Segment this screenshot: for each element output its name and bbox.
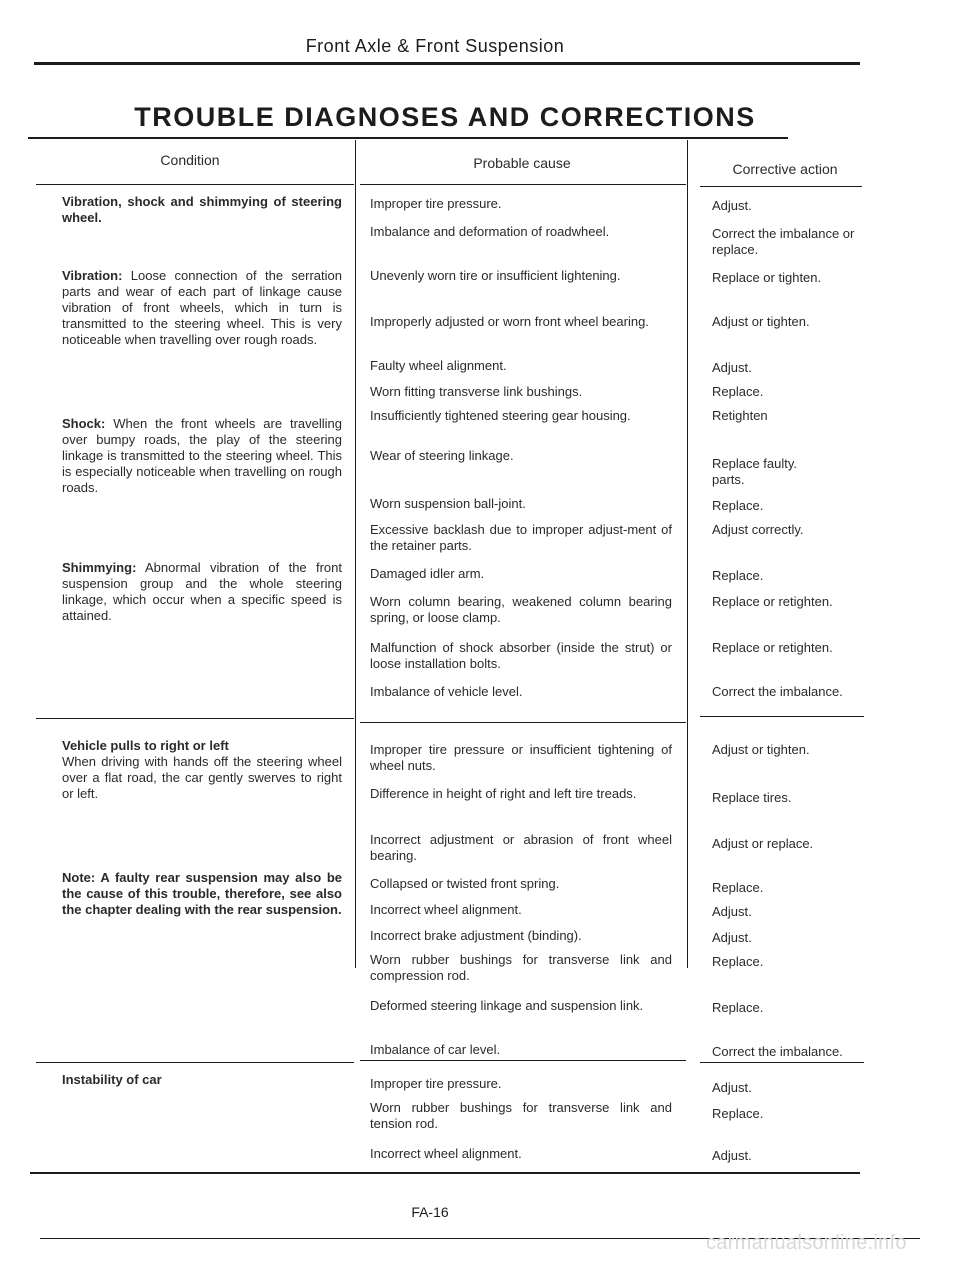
column-separator-right — [687, 140, 688, 968]
running-header: Front Axle & Front Suspension — [305, 36, 565, 56]
action-item: Replace or retighten. — [712, 594, 833, 609]
cause-item: Insufficiently tightened steering gear housing. — [370, 408, 631, 423]
page-number: FA-16 — [411, 1204, 449, 1220]
action-item: Adjust. — [712, 1080, 752, 1095]
group-divider — [700, 1062, 864, 1063]
action-item: Retighten — [712, 408, 768, 423]
cause-item: Imbalance of vehicle level. — [370, 684, 523, 699]
cause-item: Faulty wheel alignment. — [370, 358, 507, 373]
condition-paragraph — [62, 416, 342, 496]
action-item: Replace or retighten. — [712, 640, 833, 655]
cause-item: Incorrect adjustment or abrasion of front wheel bearing. — [370, 832, 672, 863]
cause-item: Collapsed or twisted front spring. — [370, 876, 560, 891]
header-divider-condition — [36, 184, 354, 185]
page-title: TROUBLE DIAGNOSES AND CORRECTIONS — [134, 102, 756, 132]
action-item: Replace. — [712, 1106, 764, 1121]
title-rule — [28, 137, 788, 139]
cause-item: Worn rubber bushings for transverse link and compression rod. — [370, 952, 672, 983]
cause-item: Improperly adjusted or worn front wheel bearing. — [370, 314, 649, 329]
condition-text: Loose connection of the serration parts and wear of each part of linkage cause vibration of front wheels, which in turn is transmitted to the steering wheel. This is very noticeable when travelling over rough roads. — [62, 268, 342, 347]
action-item: Adjust. — [712, 904, 752, 919]
group-divider — [360, 1060, 686, 1061]
action-item: Adjust. — [712, 198, 752, 213]
action-item: Replace. — [712, 954, 764, 969]
action-item: Replace. — [712, 384, 764, 399]
action-item: Adjust or tighten. — [712, 742, 810, 757]
action-item: Adjust. — [712, 360, 752, 375]
condition-text: Abnormal vibration of the front suspension group and the whole steering linkage, which occur when a specific speed is attained. — [62, 560, 342, 623]
action-item: Adjust correctly. — [712, 522, 804, 537]
condition-label: Vibration: — [62, 268, 123, 283]
condition-paragraph — [62, 268, 342, 348]
cause-item: Malfunction of shock absorber (inside the strut) or loose installation bolts. — [370, 640, 672, 671]
cause-item: Wear of steering linkage. — [370, 448, 514, 463]
cause-item: Worn rubber bushings for transverse link and tension rod. — [370, 1100, 672, 1131]
action-item: Adjust or tighten. — [712, 314, 810, 329]
action-item: Replace. — [712, 880, 764, 895]
cause-item: Improper tire pressure or insufficient tightening of wheel nuts. — [370, 742, 672, 773]
condition-label: Note: — [62, 870, 96, 885]
cause-item: Improper tire pressure. — [370, 196, 502, 211]
action-item: Adjust or replace. — [712, 836, 814, 851]
condition-paragraph — [62, 870, 342, 918]
condition-text: When the front wheels are travelling over bumpy roads, the play of the steering linkage is transmitted to the steering wheel. This is especially noticeable when travelling on rough roads. — [62, 416, 342, 495]
action-item: Replace or tighten. — [712, 270, 822, 285]
cause-item: Incorrect brake adjustment (binding). — [370, 928, 582, 943]
column-header-condition: Condition — [160, 152, 220, 168]
cause-item: Incorrect wheel alignment. — [370, 1146, 522, 1161]
cause-item: Improper tire pressure. — [370, 1076, 502, 1091]
group-divider — [36, 718, 354, 719]
condition-title: Vehicle pulls to right or left — [62, 738, 229, 753]
cause-item: Damaged idler arm. — [370, 566, 485, 581]
group-divider — [360, 722, 686, 723]
header-divider-cause — [360, 184, 686, 185]
condition-label: Shimmying: — [62, 560, 137, 575]
action-item: Replace tires. — [712, 790, 792, 805]
header-rule — [34, 62, 860, 65]
condition-label: Shock: — [62, 416, 106, 431]
action-item: Adjust. — [712, 930, 752, 945]
cause-item: Excessive backlash due to improper adjust-ment of the retainer parts. — [370, 522, 672, 553]
column-header-cause: Probable cause — [473, 155, 571, 171]
cause-item: Incorrect wheel alignment. — [370, 902, 522, 917]
cause-item: Deformed steering linkage and suspension link. — [370, 998, 644, 1013]
action-item: Replace faulty. parts. — [712, 456, 798, 487]
cause-item: Imbalance and deformation of roadwheel. — [370, 224, 610, 239]
header-divider-action — [700, 186, 862, 187]
cause-item: Difference in height of right and left tire treads. — [370, 786, 637, 801]
action-item: Replace. — [712, 568, 764, 583]
action-item: Replace. — [712, 1000, 764, 1015]
action-item: Replace. — [712, 498, 764, 513]
action-item: Correct the imbalance or replace. — [712, 226, 855, 257]
action-item: Correct the imbalance. — [712, 1044, 843, 1059]
cause-item: Worn fitting transverse link bushings. — [370, 384, 583, 399]
column-header-action: Corrective action — [732, 161, 838, 177]
action-item: Adjust. — [712, 1148, 752, 1163]
condition-text: A faulty rear suspension may also be the cause of this trouble, therefore, see also the chapter dealing with the rear suspension. — [62, 870, 342, 917]
cause-item: Unevenly worn tire or insufficient lightening. — [370, 268, 621, 283]
condition-title: Vibration, shock and shimmying of steering wheel. — [62, 194, 342, 225]
watermark-text: carmanualsonline.info — [706, 1232, 907, 1254]
group-divider — [36, 1062, 354, 1063]
action-item: Correct the imbalance. — [712, 684, 843, 699]
cause-item: Worn column bearing, weakened column bearing spring, or loose clamp. — [370, 594, 672, 625]
condition-text: When driving with hands off the steering wheel over a flat road, the car gently swerves to right or left. — [62, 754, 342, 801]
cause-item: Worn suspension ball-joint. — [370, 496, 526, 511]
condition-paragraph — [62, 560, 342, 624]
group-divider — [700, 716, 864, 717]
table-bottom-rule — [30, 1172, 860, 1174]
column-separator-left — [355, 140, 356, 968]
cause-item: Imbalance of car level. — [370, 1042, 501, 1057]
condition-title: Instability of car — [62, 1072, 162, 1087]
condition-paragraph — [62, 738, 342, 802]
